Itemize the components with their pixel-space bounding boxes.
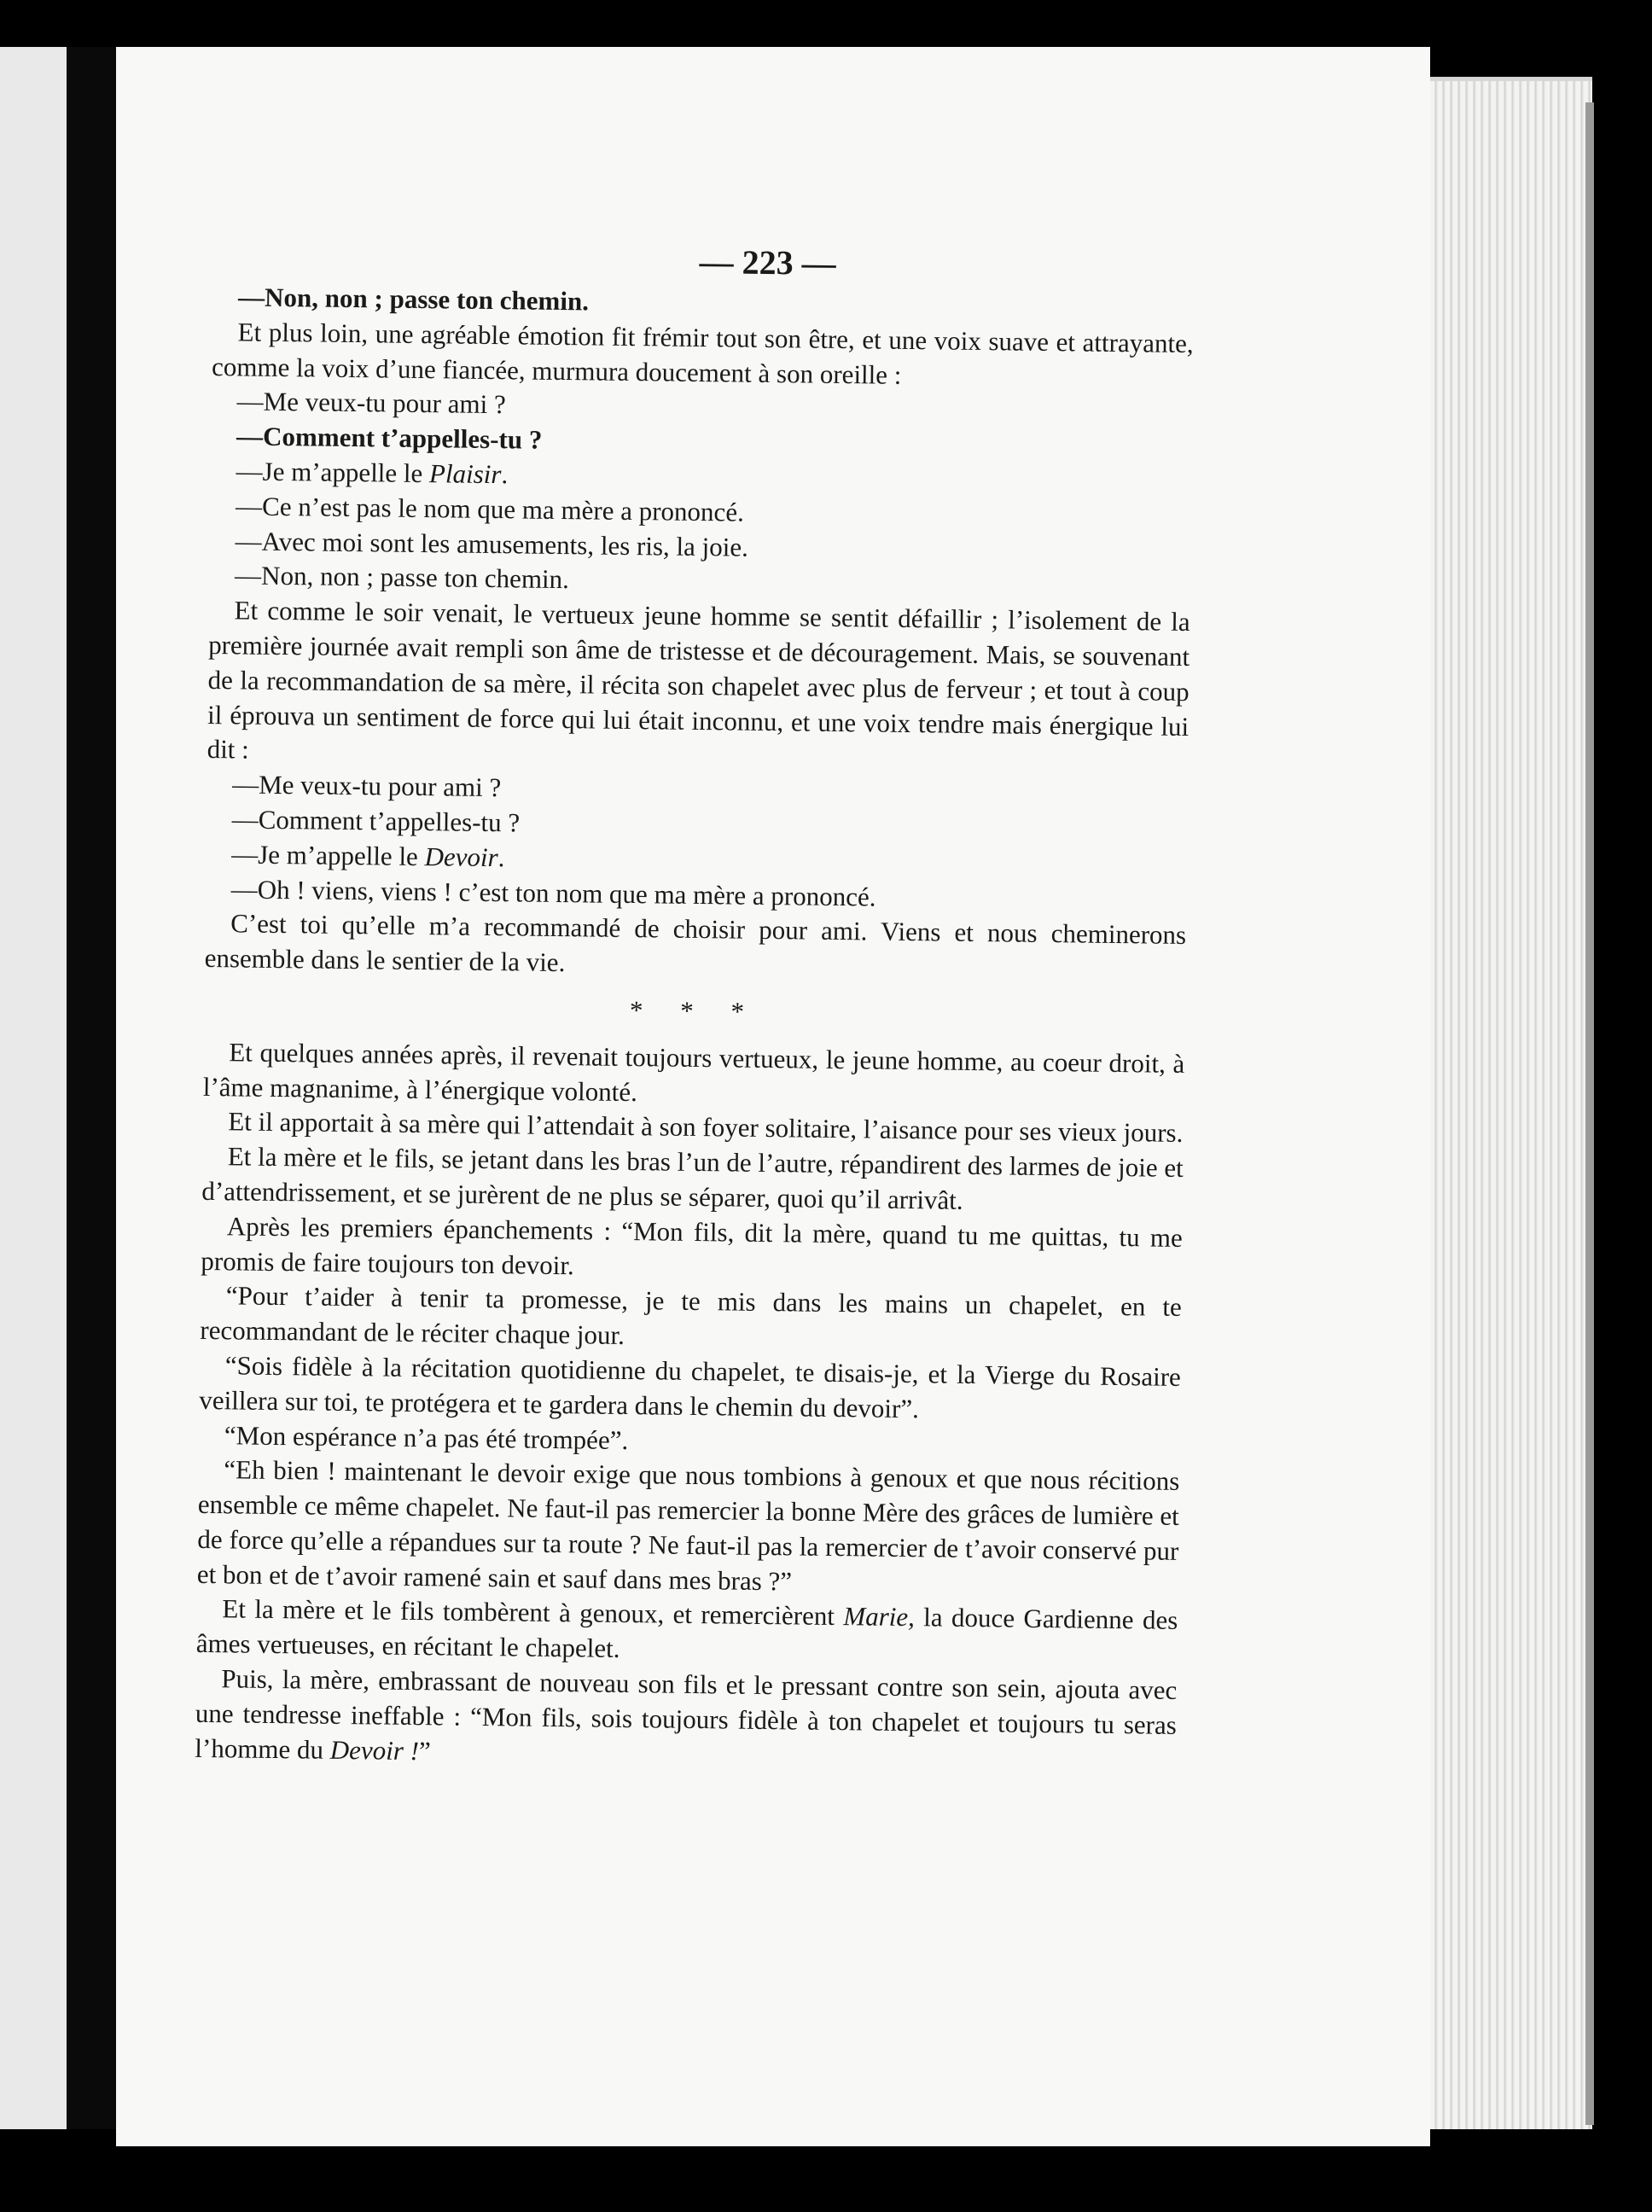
paragraph-text: “Eh bien ! maintenant le devoir exige que nous tombions à genoux et que nous récitions ensemble ce même chapelet. Ne faut-il pas remercier la bonne Mère des grâces de lumière et de force qu’elle a répandues sur ta route ? Ne faut-il pas la remercier de t’avoir conservé pur et bon et de t’avoir ramené sain et sauf dans mes bras ?” <box>196 1454 1180 1597</box>
paragraph <box>203 1035 1185 1117</box>
paragraph-text: Et quelques années après, il revenait toujours vertueux, le jeune homme, au coeur droit, à l’âme magnanime, à l’énergique volonté. <box>202 1037 1185 1107</box>
paragraph-text: —Non, non ; passe ton chemin. <box>234 560 570 595</box>
paragraph <box>212 315 1194 397</box>
paragraph-text: Et il apportait à sa mère qui l’attendait à son foyer solitaire, l’aisance pour ses vieux jours. <box>228 1106 1184 1149</box>
paragraph <box>199 1348 1181 1430</box>
paragraph-text: —Non, non ; passe ton chemin. <box>237 282 590 317</box>
paragraph-text: * * * <box>629 994 760 1027</box>
facing-page-edge <box>0 47 67 2129</box>
paragraph-text: —Je m’appelle le <box>236 456 430 489</box>
paragraph-text: Et la mère et le fils, se jetant dans les bras l’un de l’autre, répandirent des larmes de joie et d’attendrissement, et se jurèrent de ne plus se séparer, quoi qu’il arrivât. <box>201 1141 1184 1215</box>
paragraph-text: Puis, la mère, embrassant de nouveau son fils et le pressant contre son sein, ajouta avec une tendresse ineffable : “Mon fils, sois toujours fidèle à ton chapelet et toujours tu seras l’homme du <box>195 1663 1178 1765</box>
paragraph-text: “Sois fidèle à la récitation quotidienne du chapelet, te disais-je, et la Vierge du Rosaire veillera sur toi, te protégera et te gardera dans le chemin du devoir”. <box>199 1350 1182 1423</box>
paragraph <box>195 1662 1177 1778</box>
paragraph-text-end: . <box>501 459 509 490</box>
paragraph <box>201 1139 1184 1221</box>
italic-term: Devoir <box>424 841 498 872</box>
page-text <box>195 239 1195 1778</box>
paragraph-text: “Mon espérance n’a pas été trompée”. <box>224 1419 629 1455</box>
paragraph-text: Et la mère et le fils tombèrent à genoux, et remercièrent <box>222 1593 844 1632</box>
paragraph-text: C’est toi qu’elle m’a recommandé de choisir pour ami. Viens et nous cheminerons ensemble dans le sentier de la vie. <box>204 908 1187 978</box>
paragraph-text: “Pour t’aider à tenir ta promesse, je te mis dans les mains un chapelet, en te recommandant de le réciter chaque jour. <box>200 1280 1183 1351</box>
paragraph <box>204 906 1186 988</box>
paragraph-text: —Avec moi sont les amusements, les ris, la joie. <box>235 525 749 562</box>
paragraph-text: —Oh ! viens, viens ! c’est ton nom que ma mère a prononcé. <box>230 873 876 912</box>
paragraph-text-end: la douce Gardienne des âmes vertueuses, en récitant le chapelet. <box>195 1602 1178 1664</box>
body-text <box>195 280 1194 1778</box>
paragraph <box>196 1592 1178 1674</box>
paragraph <box>201 1209 1183 1291</box>
paragraph-text: —Je m’appelle le <box>230 839 425 871</box>
paragraph-text-end: ” <box>418 1735 431 1766</box>
paragraph-text: —Comment t’appelles-tu ? <box>231 804 521 838</box>
italic-term: Marie, <box>843 1601 916 1633</box>
book-gutter <box>67 47 116 2129</box>
italic-term: Devoir ! <box>329 1734 420 1766</box>
paragraph-text: Et comme le soir venait, le vertueux jeune homme se sentit défaillir ; l’isolement de la première journée avait rempli son âme de tristesse et de découragement. Mais, se souvenant de la recommandation de sa mère, il récita son chapelet avec plus de ferveur ; et tout à coup il éprouva un sentiment de force qui lui était inconnu, et une voix tendre mais énergique lui dit : <box>206 595 1190 765</box>
paragraph-text: —Comment t’appelles-tu ? <box>236 421 543 455</box>
paragraph <box>197 1452 1180 1604</box>
paragraph-text: Et plus loin, une agréable émotion fit frémir tout son être, et une voix suave et attrayante, comme la voix d’une fiancée, murmura doucement à son oreille : <box>211 317 1194 390</box>
paragraph-text: —Me veux-tu pour ami ? <box>236 386 506 420</box>
paragraph-text: —Me veux-tu pour ami ? <box>231 769 502 803</box>
page-stack-edges <box>1430 81 1592 2129</box>
section-separator <box>204 988 1185 1035</box>
page-stack-shadow <box>1585 102 1594 2125</box>
paragraph <box>206 593 1190 779</box>
italic-term: Plaisir <box>428 458 502 490</box>
page-number: — 223 — <box>699 242 836 282</box>
paragraph-text-end: . <box>497 841 505 872</box>
paragraph-text: Après les premiers épanchements : “Mon fils, dit la mère, quand tu me quittas, tu me promis de faire toujours ton devoir. <box>201 1211 1184 1280</box>
paragraph <box>200 1278 1182 1360</box>
paragraph-text: —Ce n’est pas le nom que ma mère a prononcé. <box>235 491 745 527</box>
